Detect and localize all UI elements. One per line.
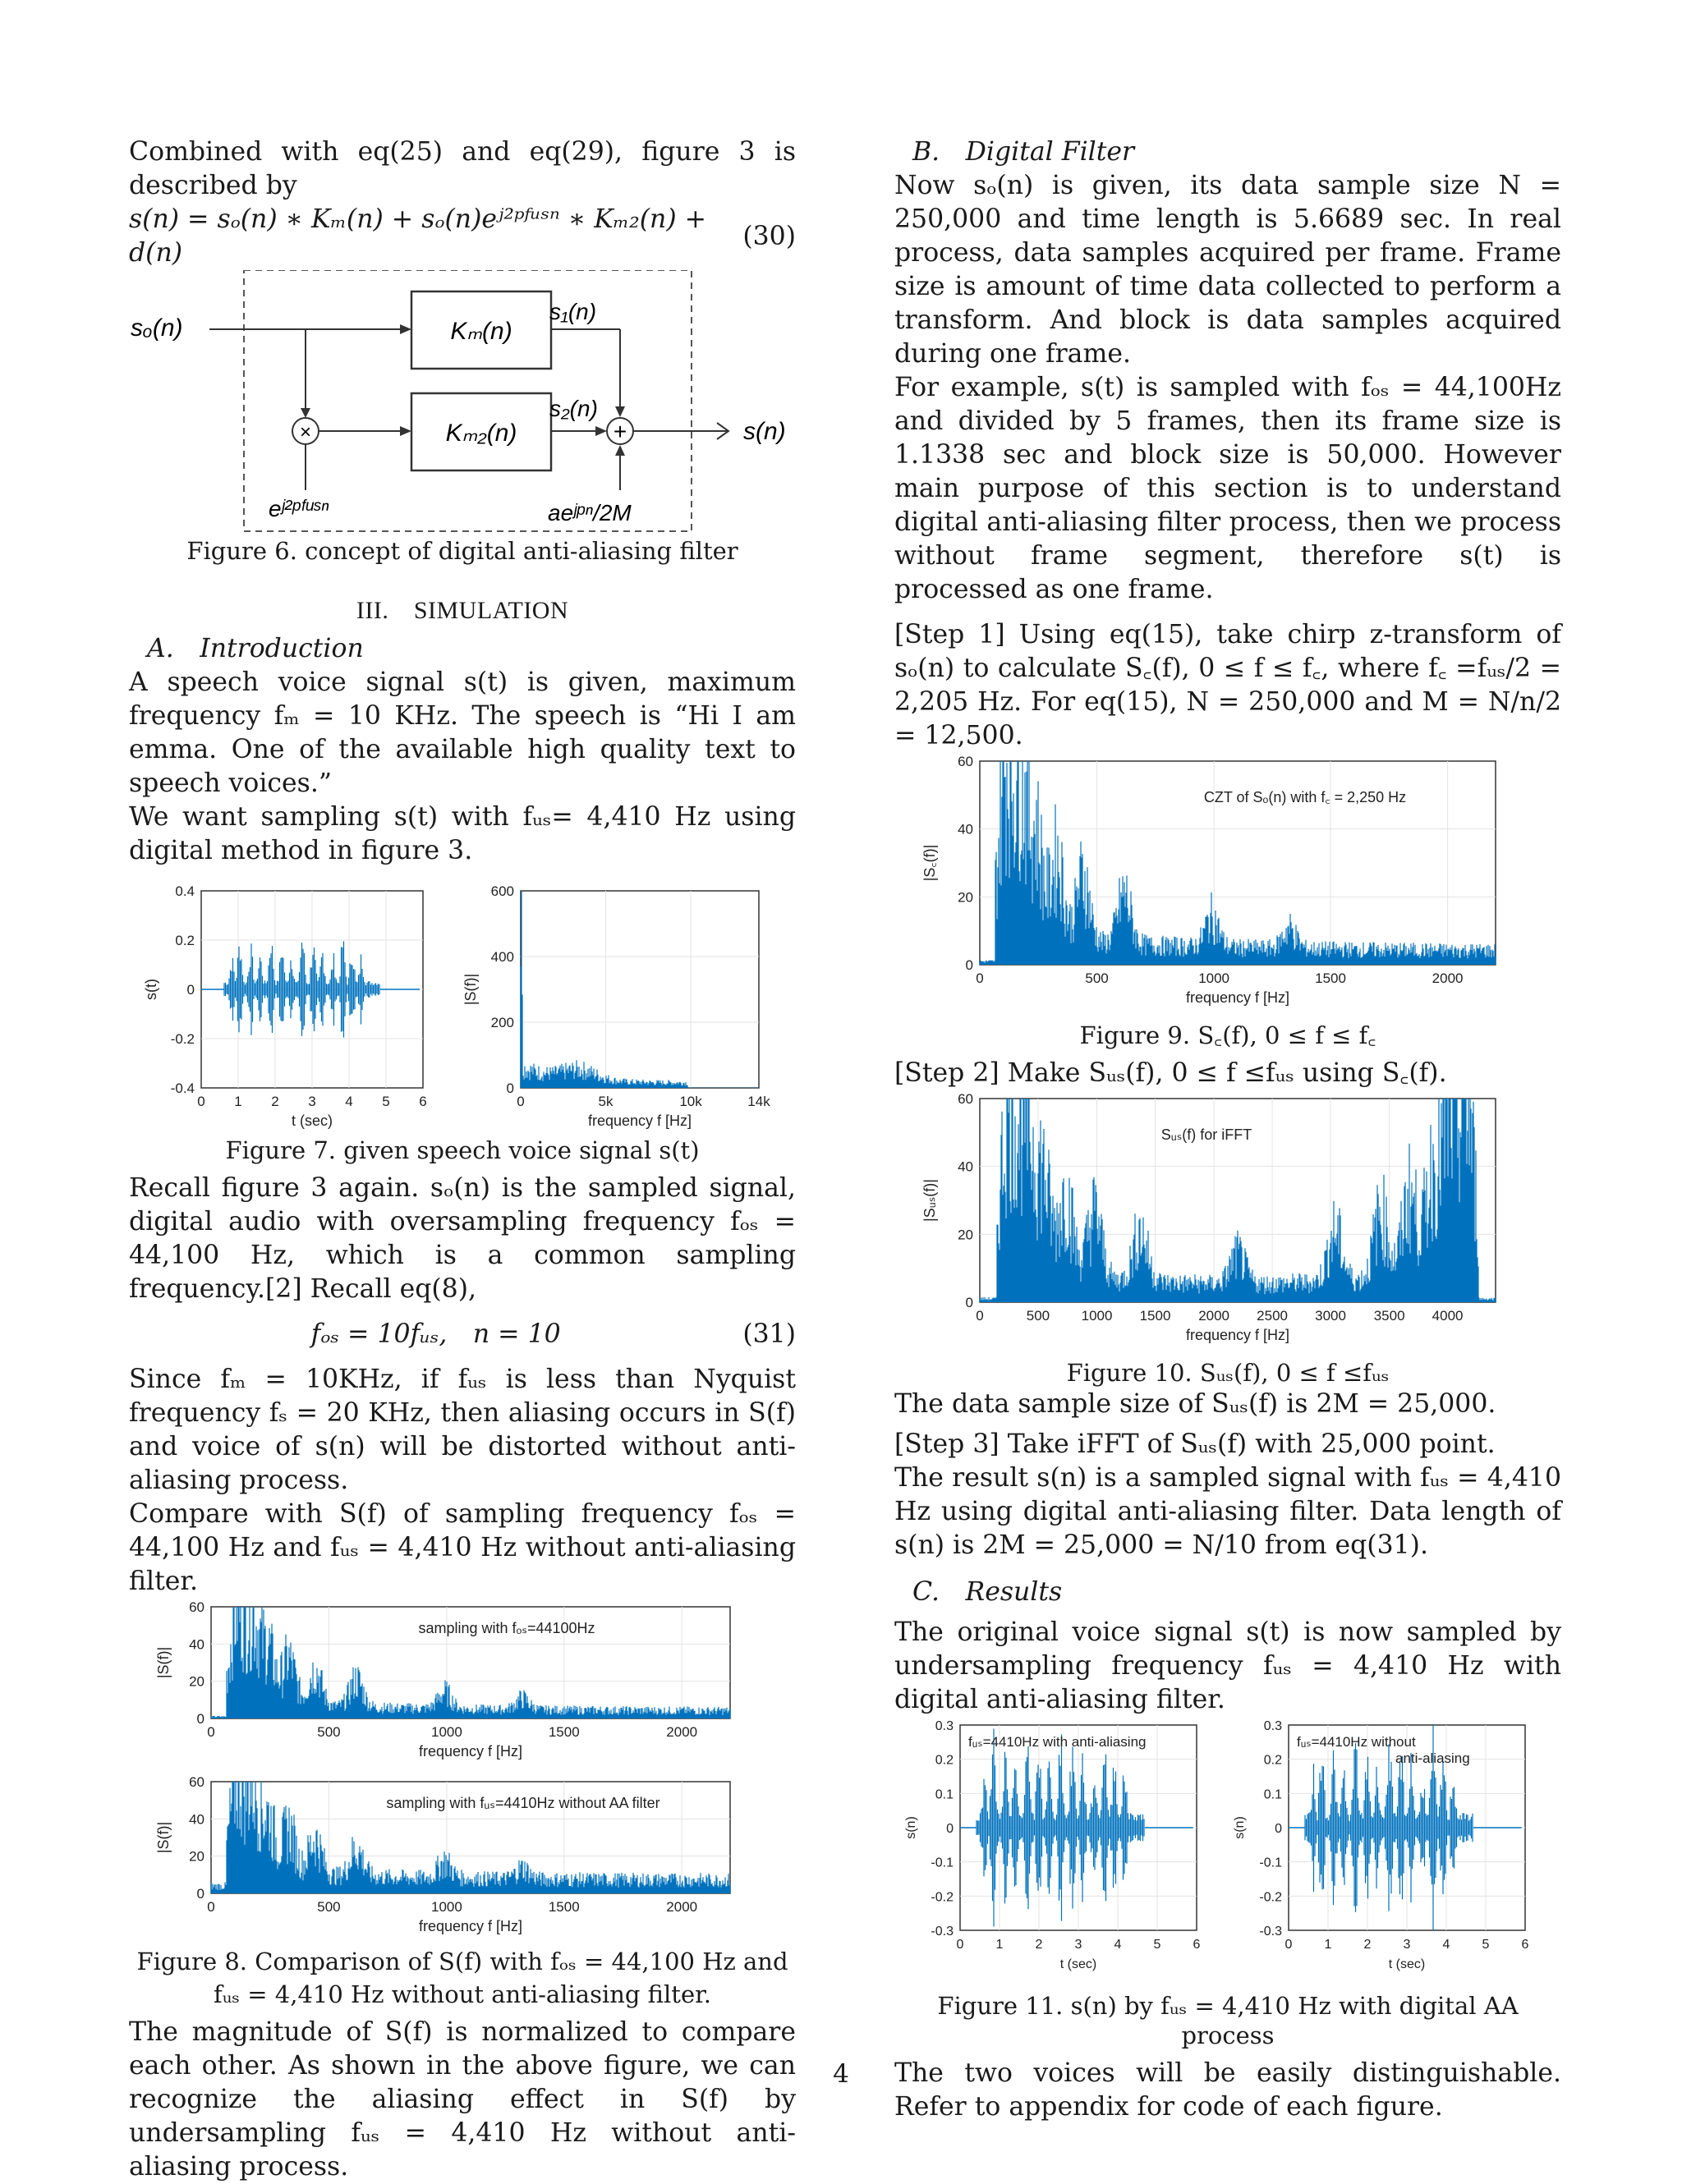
figure-7-plots	[129, 868, 796, 1132]
y-axis-label: |S(f)|	[462, 973, 479, 1006]
y-tick-label: 600	[490, 883, 514, 899]
y-tick-label: 20	[958, 889, 973, 906]
plus-icon: +	[613, 419, 627, 444]
y-tick-label: 60	[189, 1599, 205, 1615]
equation-31	[129, 1318, 796, 1351]
x-tick-label: 2000	[1198, 1308, 1230, 1324]
paragraph: Recall figure 3 again. sₒ(n) is the sampled signal, digital audio with oversampling frequency fₒₛ = 44,100 Hz, which is a common sampling frequency.[2] Recall eq(8),	[129, 1173, 796, 1304]
x-tick-label: 6	[1521, 1938, 1529, 1952]
arrow-head	[615, 445, 625, 456]
y-axis-label: |S(f)|	[155, 1821, 172, 1854]
y-tick-label: 0.1	[1263, 1787, 1282, 1802]
paragraph: [Step 2] Make Sᵤₛ(f), 0 ≤ f ≤fᵤₛ using S꜀(f).	[894, 1058, 1447, 1088]
x-tick-label: 1	[1324, 1938, 1332, 1952]
y-tick-label: 0.2	[175, 933, 195, 948]
plot-ifft-spectrum	[921, 1091, 1496, 1343]
x-tick-label: 0	[976, 970, 984, 986]
x-tick-label: 3	[308, 1094, 316, 1109]
x-tick-label: 5	[1482, 1938, 1490, 1952]
x-tick-label: 1	[234, 1094, 242, 1109]
x-tick-label: 5	[1153, 1938, 1161, 1952]
x-tick-label: 10k	[679, 1094, 702, 1109]
plot-annotation: Sᵤₛ(f) for iFFT	[1160, 1126, 1252, 1143]
x-tick-label: 3500	[1373, 1308, 1405, 1324]
y-tick-label: 200	[490, 1015, 514, 1030]
y-tick-label: 0	[186, 982, 195, 998]
y-axis-label: |S(f)|	[155, 1646, 172, 1679]
x-tick-label: 0	[956, 1938, 964, 1952]
x-axis-label: t (sec)	[1059, 1957, 1097, 1971]
equation-number: (31)	[742, 1319, 796, 1349]
figure-6-diagram	[129, 270, 796, 533]
x-tick-label: 6	[1193, 1938, 1201, 1952]
y-axis-label: s(n)	[904, 1816, 918, 1839]
arrow-head	[400, 324, 411, 334]
plot-annotation: fᵤₛ=4410Hz without	[1297, 1734, 1416, 1750]
paragraph: The original voice signal s(t) is now sampled by undersampling frequency fᵤₛ = 4,410 Hz with digital anti-aliasing filter.	[894, 1617, 1561, 1714]
y-tick-label: 0.3	[935, 1719, 954, 1733]
section-heading: III. SIMULATION	[356, 597, 569, 624]
x-tick-label: 0	[197, 1094, 205, 1109]
x-tick-label: 5k	[598, 1094, 614, 1109]
plot-czt-spectrum	[921, 754, 1496, 1006]
paragraph: [Step 3] Take iFFT of Sᵤₛ(f) with 25,000 point.	[894, 1429, 1496, 1459]
y-tick-label: -0.2	[931, 1890, 954, 1905]
x-tick-label: 0	[517, 1094, 525, 1109]
x-axis-label: frequency f [Hz]	[418, 1918, 523, 1934]
y-tick-label: 0	[1275, 1822, 1282, 1836]
x-tick-label: 2	[271, 1094, 279, 1109]
y-tick-label: 20	[958, 1227, 973, 1243]
plot-annotation: anti-aliasing	[1395, 1750, 1470, 1766]
y-tick-label: 0.1	[935, 1787, 954, 1802]
x-axis-label: frequency f [Hz]	[587, 1113, 692, 1129]
paragraph: The result s(n) is a sampled signal with fᵤₛ = 4,410 Hz using digital anti-aliasing filter. Data length of s(n) is 2M = 25,000 = N/10 from eq(31).	[894, 1463, 1561, 1560]
x-tick-label: 4	[1442, 1938, 1450, 1952]
paragraph: Since fₘ = 10KHz, if fᵤₛ is less than Nyquist frequency fₛ = 20 KHz, then aliasing occurs in S(f) and voice of s(n) will be distorted without anti-aliasing process.	[129, 1365, 796, 1495]
figure-8-caption: Figure 8. Comparison of S(f) with fₒₛ = 44,100 Hz and	[136, 1948, 788, 1975]
x-tick-label: 500	[317, 1724, 341, 1740]
y-tick-label: 40	[958, 821, 973, 837]
x-tick-label: 2	[1363, 1938, 1372, 1952]
subsection-heading: C. Results	[912, 1577, 1063, 1607]
paragraph: [Step 1] Using eq(15), take chirp z-transform of sₒ(n) to calculate S꜀(f), 0 ≤ f ≤ f꜀, where f꜀ =fᵤₛ/2 = 2,205 Hz. For eq(15), N = 250,000 and M = N/n/2 = 12,500.	[894, 620, 1561, 750]
right-column	[894, 135, 1561, 2124]
figure-10-plot	[894, 1090, 1561, 1355]
x-tick-label: 2500	[1257, 1308, 1288, 1324]
paragraph: The magnitude of S(f) is normalized to compare each other. As shown in the above figure, we can recognize the aliasing effect in S(f) by undersampling fᵤₛ = 4,410 Hz without anti-aliasing process.	[129, 2017, 796, 2182]
subsection-heading: B. Digital Filter	[912, 137, 1135, 167]
y-tick-label: 0	[965, 1295, 973, 1310]
y-axis-label: |Sᵤₛ(f)|	[921, 1179, 938, 1222]
y-tick-label: 20	[189, 1848, 205, 1865]
x-tick-label: 2000	[666, 1899, 698, 1915]
y-tick-label: -0.4	[170, 1081, 195, 1096]
exp-label: eʲ²ᵖᶠᵘˢⁿ	[269, 496, 329, 521]
x-tick-label: 0	[207, 1724, 215, 1740]
plot-frame	[521, 891, 759, 1088]
x-tick-label: 14k	[747, 1094, 770, 1109]
equation-text: fₒₛ = 10fᵤₛ, n = 10	[310, 1319, 561, 1349]
figure-6-caption: Figure 6. concept of digital anti-aliasing filter	[186, 537, 738, 565]
x-tick-label: 2000	[666, 1724, 698, 1740]
plot-annotation: sampling with fᵤₛ=4410Hz without AA filter	[386, 1795, 660, 1811]
figure-9-plot	[894, 753, 1561, 1017]
x-tick-label: 4	[345, 1094, 353, 1109]
page-number: 4	[833, 2059, 849, 2089]
y-axis-label: s(t)	[143, 979, 159, 1000]
x-tick-label: 1500	[548, 1724, 580, 1740]
paragraph: A speech voice signal s(t) is given, maximum frequency fₘ = 10 KHz. The speech is “Hi I am emma. One of the available high quality text to speech voices.”	[129, 668, 796, 798]
figure-9-caption: Figure 9. S꜀(f), 0 ≤ f ≤ f꜀	[1079, 1021, 1376, 1049]
x-axis-label: frequency f [Hz]	[418, 1743, 523, 1760]
paragraph: The two voices will be easily distinguishable. Refer to appendix for code of each figure.	[894, 2058, 1561, 2122]
x-tick-label: 1	[995, 1938, 1004, 1952]
y-tick-label: -0.1	[1259, 1856, 1282, 1870]
x-tick-label: 1000	[1198, 970, 1230, 986]
figure-7-caption: Figure 7. given speech voice signal s(t)	[225, 1136, 700, 1164]
x-tick-label: 1000	[1081, 1308, 1113, 1324]
y-tick-label: -0.2	[170, 1031, 195, 1047]
alias-label: aeʲᵖⁿ/2M	[548, 500, 632, 525]
x-axis-label: t (sec)	[291, 1113, 333, 1129]
output-label: s(n)	[743, 418, 786, 445]
figure-11-caption: Figure 11. s(n) by fᵤₛ = 4,410 Hz with digital AA process	[937, 1992, 1519, 2049]
y-tick-label: -0.2	[1259, 1890, 1282, 1905]
y-tick-label: 40	[189, 1811, 205, 1828]
y-axis-label: s(n)	[1233, 1816, 1247, 1839]
equation-text: s(n) = sₒ(n) ∗ Kₘ(n) + sₒ(n)eʲ²ᵖᶠᵘˢⁿ ∗ Kₘ₂(n) + d(n)	[129, 204, 707, 268]
left-column	[129, 135, 796, 2184]
x-tick-label: 3	[1403, 1938, 1411, 1952]
y-tick-label: 0.3	[1263, 1719, 1282, 1733]
input-label: sₒ(n)	[131, 314, 183, 342]
x-tick-label: 0	[207, 1899, 215, 1915]
x-tick-label: 6	[419, 1094, 427, 1109]
y-tick-label: -0.3	[931, 1925, 954, 1939]
x-tick-label: 2000	[1432, 970, 1464, 986]
plot-oversampled-spectrum	[155, 1599, 730, 1760]
plot-without-aa	[1233, 1719, 1529, 1971]
x-tick-label: 1000	[431, 1724, 462, 1740]
y-tick-label: 0	[506, 1081, 514, 1096]
x-tick-label: 0	[976, 1308, 984, 1324]
y-tick-label: 0.2	[1263, 1753, 1282, 1768]
y-tick-label: 0	[946, 1822, 954, 1836]
paragraph: The data sample size of Sᵤₛ(f) is 2M = 25,000.	[894, 1389, 1496, 1419]
y-axis-label: |S꜀(f)|	[921, 844, 938, 882]
paragraph: For example, s(t) is sampled with fₒₛ = 44,100Hz and divided by 5 frames, then its frame size is 1.1338 sec and block size is 50,000. However main purpose of this section is to understand digital anti-aliasing filter process, then we process without frame segment, therefore s(t) is processed as one frame.	[894, 373, 1561, 604]
y-tick-label: 60	[189, 1774, 205, 1790]
plot-with-aa	[904, 1719, 1201, 1971]
x-tick-label: 500	[317, 1899, 341, 1915]
multiply-icon: ×	[299, 421, 312, 443]
x-tick-label: 4000	[1432, 1308, 1464, 1324]
arrow-head	[595, 426, 607, 436]
plot-undersampled-spectrum	[155, 1774, 730, 1934]
x-tick-label: 1000	[431, 1899, 462, 1915]
x-tick-label: 500	[1026, 1308, 1050, 1324]
y-tick-label: 60	[958, 754, 973, 769]
x-tick-label: 1500	[1315, 970, 1346, 986]
y-tick-label: 0.4	[175, 883, 195, 899]
x-tick-label: 4	[1114, 1938, 1122, 1952]
x-axis-label: frequency f [Hz]	[1185, 989, 1290, 1006]
y-tick-label: 0	[965, 957, 973, 973]
x-tick-label: 500	[1085, 970, 1109, 986]
plot-annotation: sampling with fₒₛ=44100Hz	[418, 1620, 595, 1636]
paragraph: Combined with eq(25) and eq(29), figure 3 is described by	[129, 137, 796, 200]
y-tick-label: 0	[196, 1711, 205, 1727]
x-axis-label: t (sec)	[1388, 1957, 1426, 1971]
x-tick-label: 5	[382, 1094, 390, 1109]
arrow-head	[400, 426, 411, 436]
arrow-head	[615, 406, 625, 417]
figure-11-plots	[894, 1717, 1561, 1988]
x-tick-label: 2	[1035, 1938, 1043, 1952]
equation-number: (30)	[742, 221, 796, 251]
x-axis-label: frequency f [Hz]	[1185, 1327, 1290, 1343]
y-tick-label: 0.2	[935, 1753, 954, 1768]
figure-10-caption: Figure 10. Sᵤₛ(f), 0 ≤ f ≤fᵤₛ	[1066, 1359, 1390, 1387]
x-tick-label: 3000	[1315, 1308, 1346, 1324]
x-tick-label: 1500	[1139, 1308, 1171, 1324]
x-tick-label: 0	[1284, 1938, 1293, 1952]
s2-label: s₂(n)	[549, 396, 598, 421]
plot-annotation: fᵤₛ=4410Hz with anti-aliasing	[968, 1734, 1147, 1750]
paragraph: Now sₒ(n) is given, its data sample size N = 250,000 and time length is 5.6689 sec. In real process, data samples acquired per frame. Frame size is amount of time data collected to perform a transform. And block is data samples acquired during one frame.	[894, 171, 1561, 369]
x-tick-label: 3	[1074, 1938, 1082, 1952]
y-tick-label: 20	[189, 1673, 205, 1690]
plot-annotation: CZT of Sₒ(n) with f꜀ = 2,250 Hz	[1203, 789, 1407, 805]
x-tick-label: 1500	[548, 1899, 580, 1915]
y-tick-label: -0.1	[931, 1856, 954, 1870]
y-tick-label: 60	[958, 1091, 973, 1107]
y-tick-label: 40	[189, 1636, 205, 1653]
figure-8-caption-line2: fᵤₛ = 4,410 Hz without anti-aliasing filter.	[213, 1980, 712, 2008]
plot-spectrum	[462, 883, 770, 1129]
figure-8-plots	[129, 1599, 796, 1943]
y-tick-label: -0.3	[1259, 1925, 1282, 1939]
equation-30	[129, 203, 796, 270]
paragraph: We want sampling s(t) with fᵤₛ= 4,410 Hz using digital method in figure 3.	[129, 802, 796, 865]
y-tick-label: 400	[490, 949, 514, 965]
km2-label: Kₘ₂(n)	[445, 420, 517, 447]
y-tick-label: 0	[196, 1886, 205, 1902]
arrow-head	[301, 408, 310, 418]
s1-label: s₁(n)	[549, 299, 597, 324]
plot-time-signal	[143, 883, 427, 1129]
subsection-heading: A. Introduction	[147, 634, 364, 663]
km-label: Kₘ(n)	[450, 318, 512, 345]
paragraph: Compare with S(f) of sampling frequency fₒₛ = 44,100 Hz and fᵤₛ = 4,410 Hz without anti-aliasing filter.	[129, 1499, 796, 1596]
y-tick-label: 40	[958, 1159, 973, 1175]
